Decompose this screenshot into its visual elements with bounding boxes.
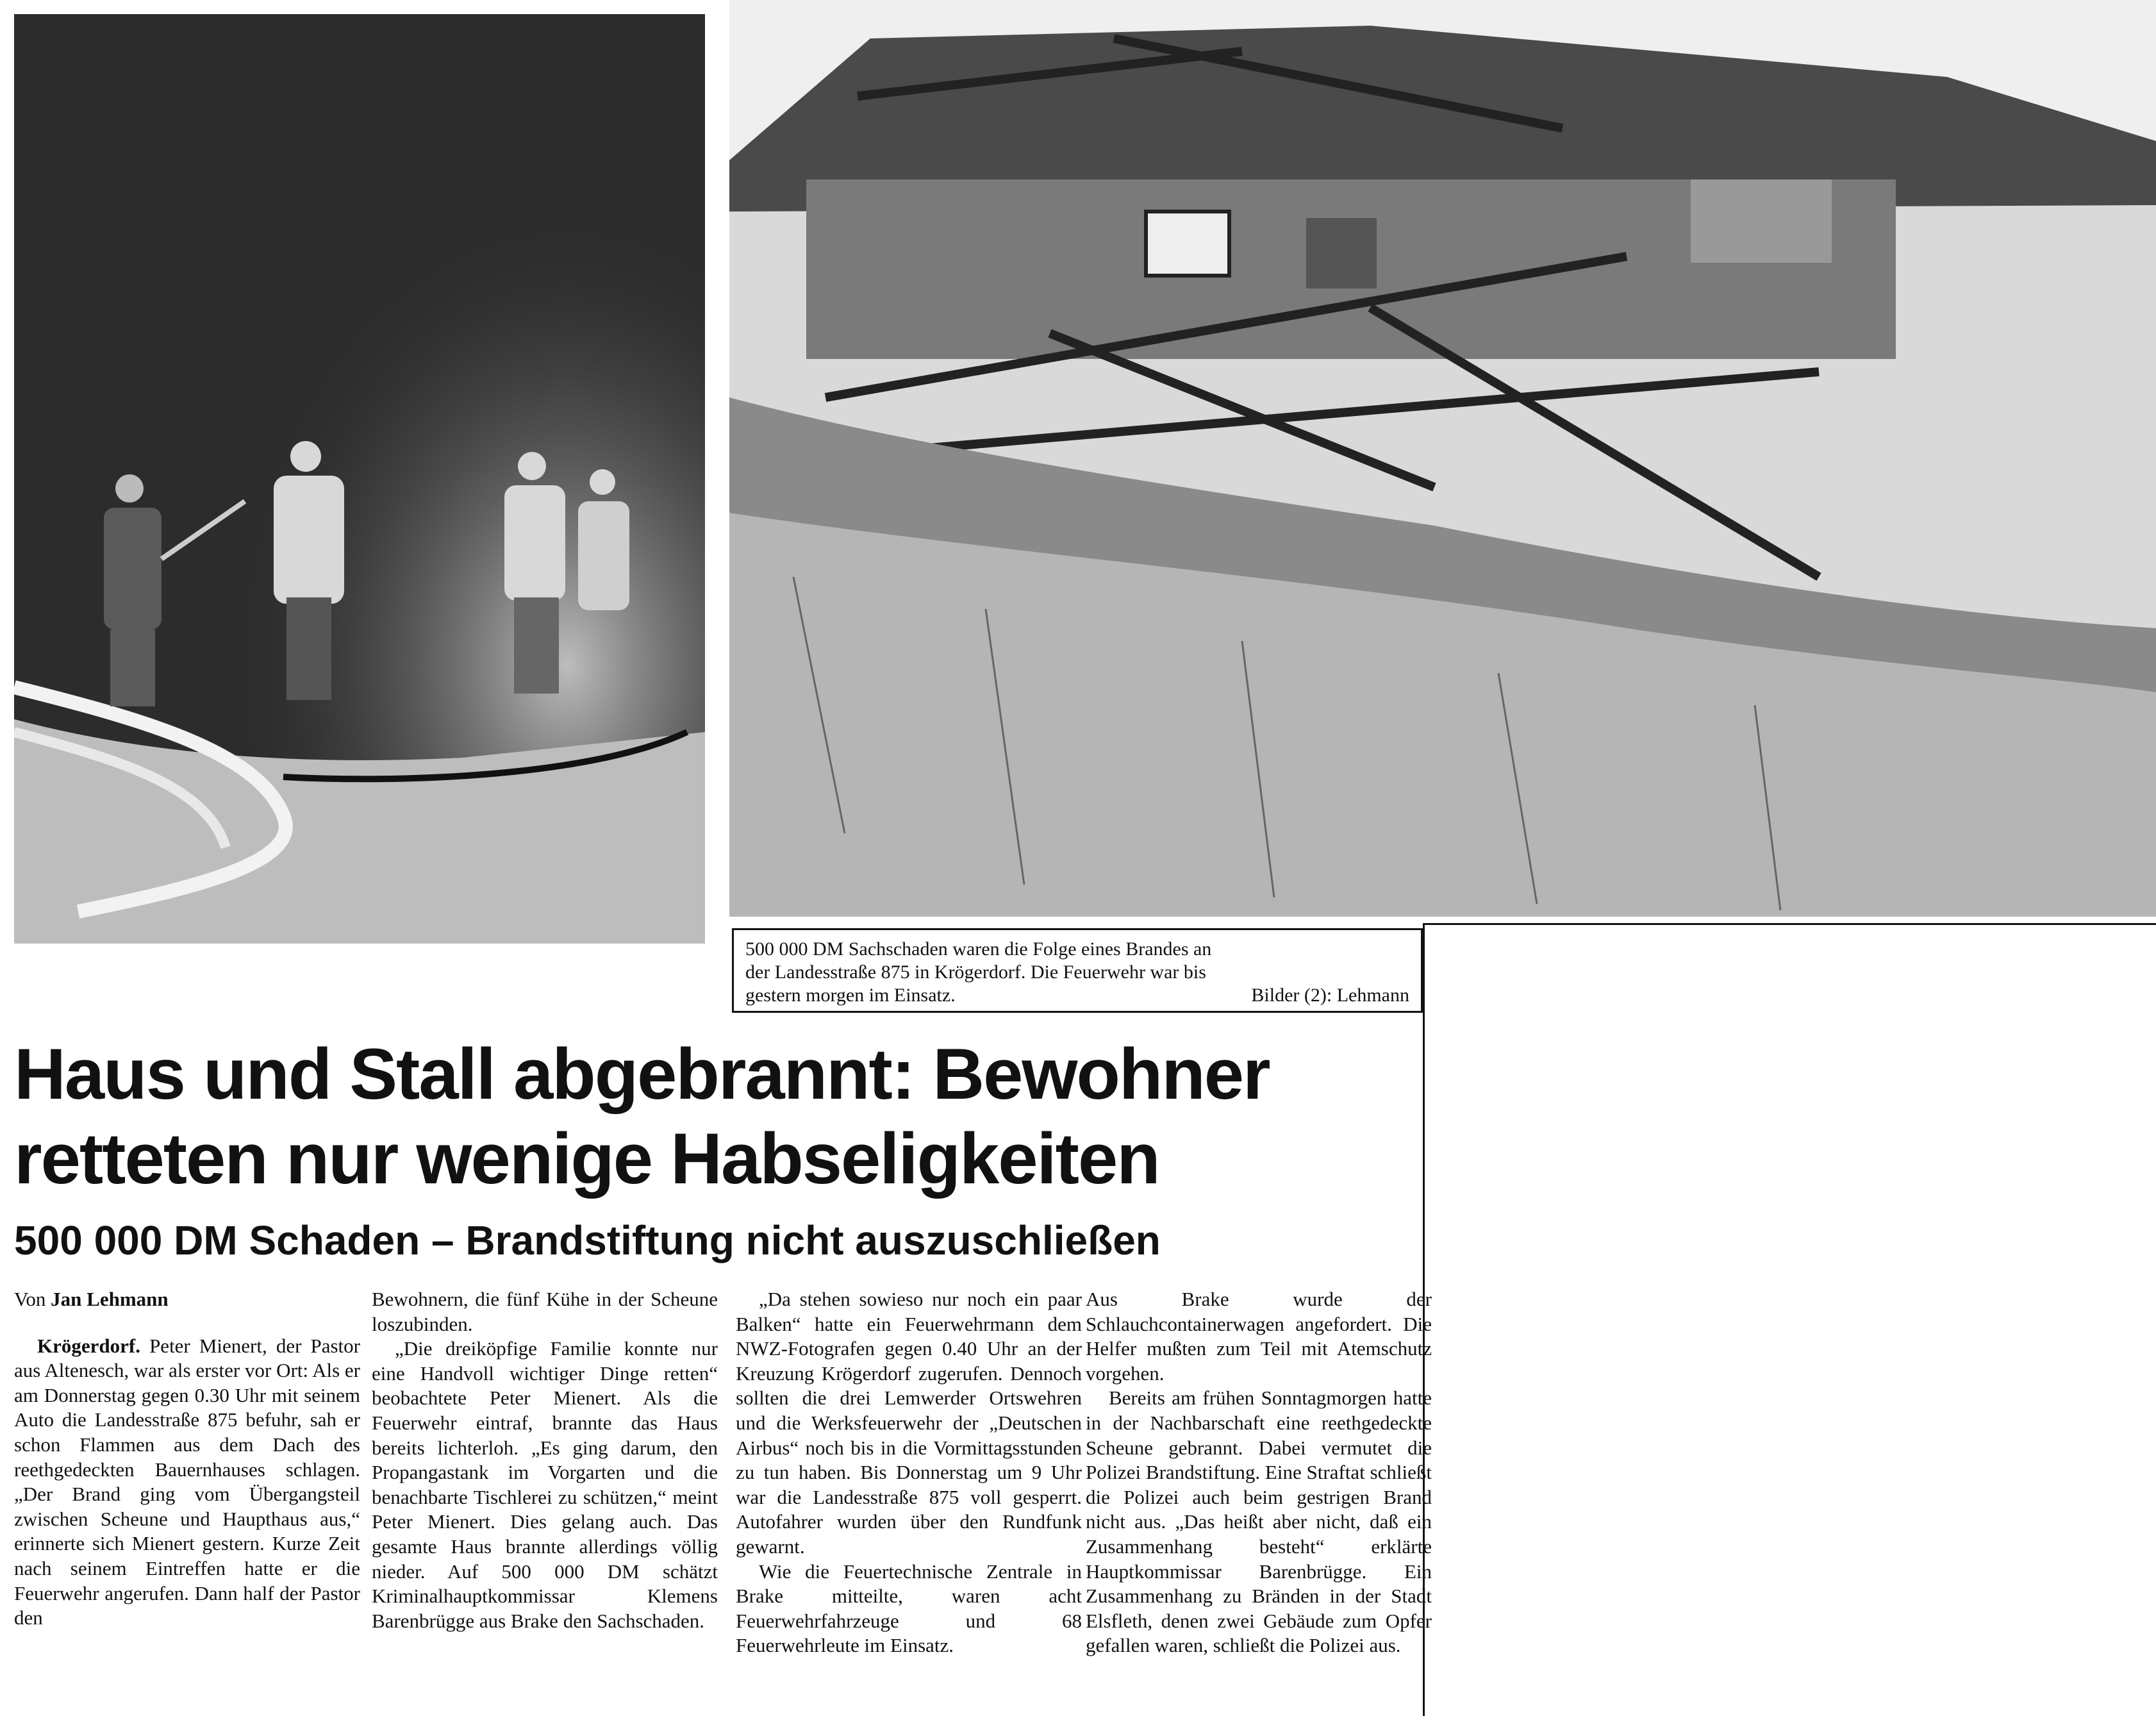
caption-line-2: der Landesstraße 875 in Krögerdorf. Die Feuerwehr war bis xyxy=(745,962,1206,983)
paragraph-1-text: Peter Mienert, der Pastor aus Altenesch, war als erster vor Ort: Als er am Donnerstag gegen 0.30 Uhr mit seinem Auto die Landesstraße 875 befuhr, sah er schon Flammen aus dem Dach des reethgedeckten Bauernhauses schlagen. „Der Brand ging vom Übergangsteil zwischen Scheune und Haupthaus aus,“ erinnerte sich Mienert gestern. Kurze Zeit nach seinem Eintreffen hatte er die Feuerwehr angerufen. Dann half der Pastor den xyxy=(14,1334,360,1629)
byline xyxy=(14,1287,360,1312)
subheadline: 500 000 DM Schaden – Brandstiftung nicht auszuschließen xyxy=(14,1217,1161,1263)
byline-author: Jan Lehmann xyxy=(51,1288,169,1310)
byline-prefix: Von xyxy=(14,1288,46,1310)
photo-firefighters-night xyxy=(14,14,705,944)
article-paragraph-2: Bewohnern, die fünf Kühe in der Scheune loszubinden. xyxy=(372,1288,718,1335)
article-column-3 xyxy=(736,1287,1082,1658)
burnt-house-image xyxy=(729,0,2156,917)
caption-line-3: gestern morgen im Einsatz. xyxy=(745,985,956,1006)
photo-credit: Bilder (2): Lehmann xyxy=(1251,985,1409,1006)
article-paragraph-7: Bereits am frühen Sonntagmorgen hatte in der Nachbarschaft eine reethgedeckte Scheune gebrannt. Dabei vermutet die Polizei Brandstiftung. Eine Straftat schließt die Polizei auch beim gestrigen Brand nicht aus. „Das heißt aber nicht, daß ein Zusammenhang besteht“ erklärte Hauptkommissar Barenbrügge. Ein Zusammenhang zu Bränden in der Stadt Elsfleth, denen zwei Gebäude zum Opfer gefallen waren, schließt die Polizei aus. xyxy=(1086,1387,1432,1657)
dateline: Krögerdorf. xyxy=(37,1334,140,1357)
caption-line-1: 500 000 DM Sachschaden waren die Folge eines Brandes an xyxy=(745,938,1212,960)
article-column-4 xyxy=(1086,1287,1432,1658)
page-border-frame xyxy=(1423,923,2156,1716)
firefighters-image xyxy=(14,14,705,944)
article-paragraph-3: „Die dreiköpfige Familie konnte nur eine Handvoll wichtiger Dinge retten“ beobachtete Peter Mienert. Als die Feuerwehr eintraf, brannte das Haus bereits lichterloh. „Es ging darum, den Propangastank im Vorgarten und die benachbarte Tischlerei zu schützen,“ meint Peter Mienert. Dies gelang auch. Das gesamte Haus brannte allerdings völlig nieder. Auf 500 000 DM schätzt Kriminalhauptkommissar Klemens Barenbrügge aus Brake den Sachschaden. xyxy=(372,1337,718,1632)
article-paragraph-4: „Da stehen sowieso nur noch ein paar Balken“ hatte ein Feuerwehrmann dem NWZ-Fotografen gegen 0.40 Uhr an der Kreuzung Krögerdorf zugerufen. Dennoch sollten die drei Lemwerder Ortswehren und die Werksfeuerwehr der „Deutschen Airbus“ noch bis in die Vormittagsstunden zu tun haben. Bis Donnerstag um 9 Uhr war die Landesstraße 875 voll gesperrt. Autofahrer wurden über den Rundfunk gewarnt. xyxy=(736,1288,1082,1558)
article-column-1 xyxy=(14,1287,360,1631)
photo-burnt-house xyxy=(729,0,2156,917)
article-column-2 xyxy=(372,1287,718,1633)
article-paragraph-5: Wie die Feuertechnische Zentrale in Brake mitteilte, waren acht Feuerwehrfahrzeuge und 68 Feuerwehrleute im Einsatz. xyxy=(736,1560,1082,1657)
headline: Haus und Stall abgebrannt: Bewohner retteten nur wenige Habseligkeiten xyxy=(14,1034,1270,1199)
article-paragraph-6: Aus Brake wurde der Schlauchcontainerwagen angefordert. Die Helfer mußten zum Teil mit Atemschutz vorgehen. xyxy=(1086,1288,1432,1385)
article-paragraph-1 xyxy=(14,1334,360,1631)
photo-caption xyxy=(732,928,1423,1013)
